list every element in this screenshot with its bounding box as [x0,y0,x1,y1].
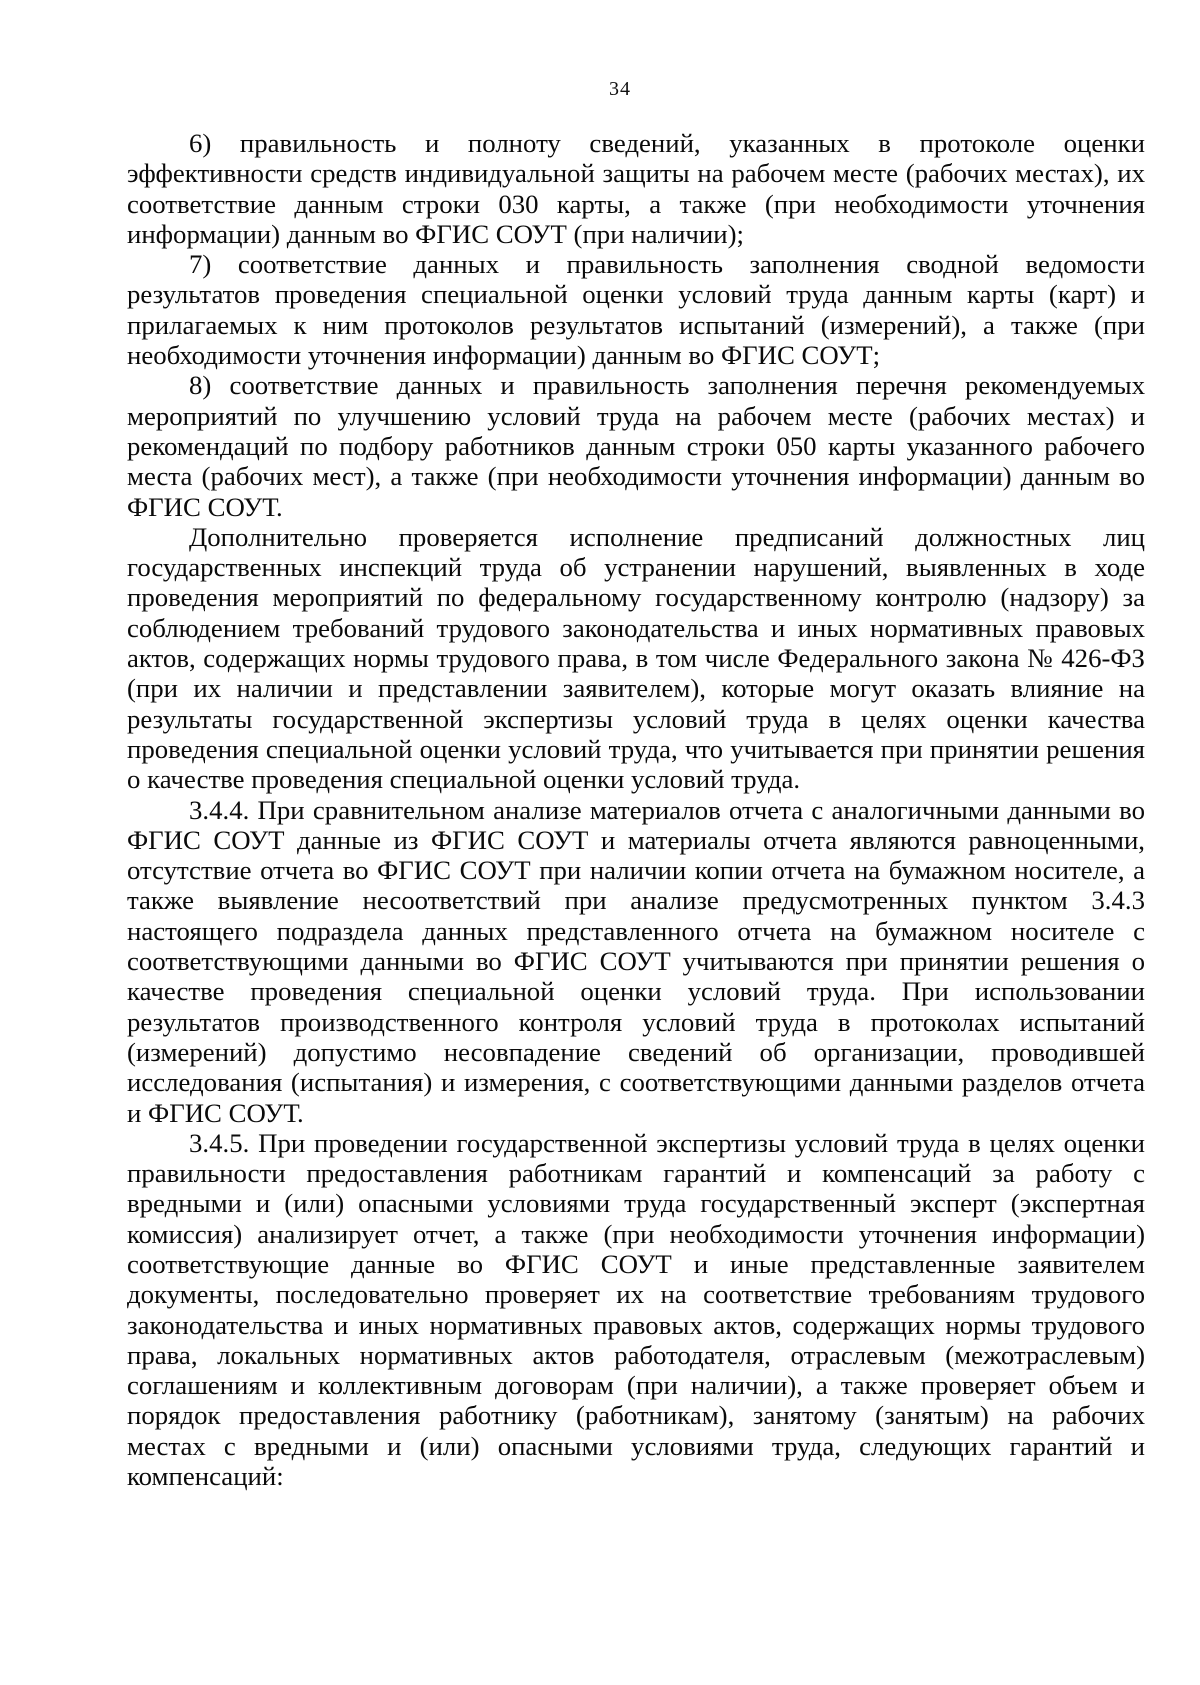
paragraph-item-7: 7) соответствие данных и правильность заполнения сводной ведомости результатов проведения специальной оценки условий труда данным карты (карт) и прилагаемых к ним протоколов результатов испытаний (измерений), а также (при необходимости уточнения информации) данным во ФГИС СОУТ; [127,249,1145,371]
paragraph-item-8: 8) соответствие данных и правильность заполнения перечня рекомендуемых мероприятий по улучшению условий труда на рабочем месте (рабочих местах) и рекомендаций по подбору работников данным строки 050 карты указанного рабочего места (рабочих мест), а также (при необходимости уточнения информации) данным во ФГИС СОУТ. [127,370,1145,522]
paragraph-item-6: 6) правильность и полноту сведений, указанных в протоколе оценки эффективности средств индивидуальной защиты на рабочем месте (рабочих местах), их соответствие данным строки 030 карты, а также (при необходимости уточнения информации) данным во ФГИС СОУТ (при наличии); [127,128,1145,249]
page-number: 34 [609,78,631,100]
paragraph-section-3-4-4: 3.4.4. При сравнительном анализе материалов отчета с аналогичными данными во ФГИС СОУТ данные из ФГИС СОУТ и материалы отчета являются равноценными, отсутствие отчета во ФГИС СОУТ при наличии копии отчета на бумажном носителе, а также выявление несоответствий при анализе предусмотренных пунктом 3.4.3 настоящего подраздела данных представленного отчета на бумажном носителе с соответствующими данными во ФГИС СОУТ учитываются при принятии решения о качестве проведения специальной оценки условий труда. При использовании результатов производственного контроля условий труда в протоколах испытаний (измерений) допустимо несовпадение сведений об организации, проводившей исследования (испытания) и измерения, с соответствующими данными разделов отчета и ФГИС СОУТ. [127,794,1145,1128]
paragraph-additional-checks: Дополнительно проверяется исполнение предписаний должностных лиц государственных инспекций труда об устранении нарушений, выявленных в ходе проведения мероприятий по федеральному государственному контролю (надзору) за соблюдением требований трудового законодательства и иных нормативных правовых актов, содержащих нормы трудового права, в том числе Федерального закона № 426-ФЗ (при их наличии и представлении заявителем), которые могут оказать влияние на результаты государственной экспертизы условий труда в целях оценки качества проведения специальной оценки условий труда, что учитывается при принятии решения о качестве проведения специальной оценки условий труда. [127,521,1145,795]
paragraph-section-3-4-5: 3.4.5. При проведении государственной экспертизы условий труда в целях оценки правильности предоставления работникам гарантий и компенсаций за работу с вредными и (или) опасными условиями труда государственный эксперт (экспертная комиссия) анализирует отчет, а также (при необходимости уточнения информации) соответствующие данные во ФГИС СОУТ и иные представленные заявителем документы, последовательно проверяет их на соответствие требованиям трудового законодательства и иных нормативных правовых актов, содержащих нормы трудового права, локальных нормативных актов работодателя, отраслевым (межотраслевым) соглашениям и коллективным договорам (при наличии), а также проверяет объем и порядок предоставления работнику (работникам), занятому (занятым) на рабочих местах с вредными и (или) опасными условиями труда, следующих гарантий и компенсаций: [127,1127,1145,1492]
document-body [127,128,1145,1491]
